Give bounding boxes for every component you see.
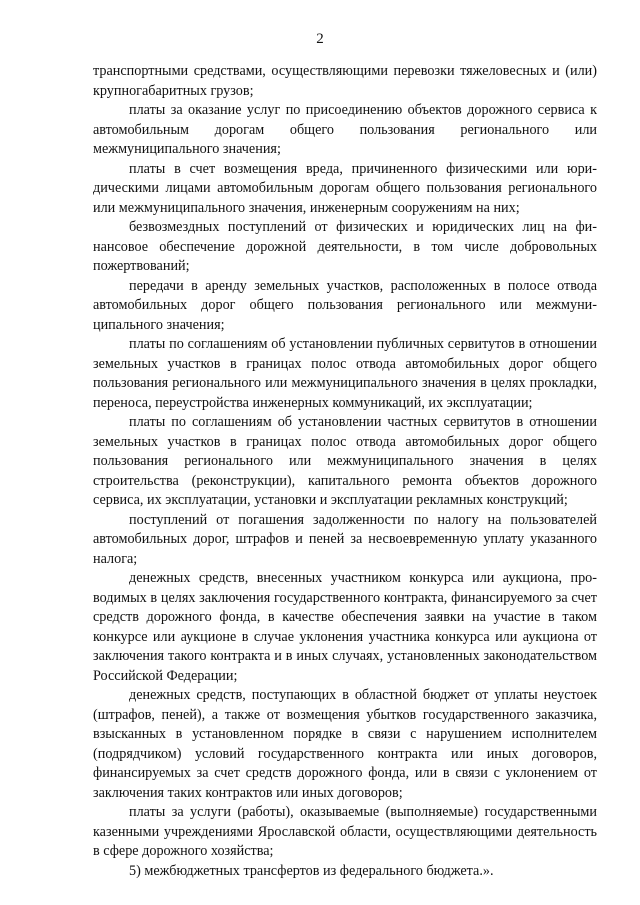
paragraph-tender-deposits: денежных средств, внесенных участником конкурса или аукциона, проводимых в целях заключения государственного контракта, финансируемого за счет средств дорожного фонда, в качестве обеспечения заявки на участие в таком конкурсе или аукционе в случае уклонения участника конкурса или аукциона от заключения такого контракта и в иных случаях, установленных законодательством Российской Федерации; <box>93 570 597 684</box>
paragraph-service-connection-fee: платы за оказание услуг по присоединению объектов дорожного сервиса к автомобильным дорогам общего пользования регионального или межмуниципального значения; <box>93 102 597 157</box>
paragraph-state-institution-fees: платы за услуги (работы), оказываемые (выполняемые) государственными казенными учреждениями Ярославской области, осуществляющими деятельность в сфере дорожного хозяйства; <box>93 804 597 859</box>
paragraph-tax-arrears: поступлений от погашения задолженности по налогу на пользователей автомобильных дорог, штрафов и пеней за несвоевременную уплату указанного налога; <box>93 511 597 567</box>
paragraph-damage-compensation: платы в счет возмещения вреда, причиненного физическими или юридическими лицами автомобильным дорогам общего пользования регионального или межмуниципального значения, инженерным сооружениям на них; <box>93 160 597 216</box>
document-body <box>93 62 597 881</box>
paragraph-private-servitudes: платы по соглашениям об установлении частных сервитутов в отношении земельных участков в границах полос отвода автомобильных дорог общего пользования регионального или межмуниципального значения в целях строительства (реконструкции), капитального ремонта объектов дорожного сервиса, их эксплуатации, установки и эксплуатации рекламных конструкций; <box>93 414 597 508</box>
paragraph-gratuitous-receipts: безвозмездных поступлений от физических и юридических лиц на финансовое обеспечение дорожной деятельности, в том числе добровольных пожертвований; <box>93 219 597 274</box>
paragraph-land-lease: передачи в аренду земельных участков, расположенных в полосе отвода автомобильных дорог общего пользования регионального или межмуниципального значения; <box>93 277 597 333</box>
page-number: 2 <box>316 31 324 47</box>
paragraph-public-servitudes: платы по соглашениям об установлении публичных сервитутов в отношении земельных участков в границах полос отвода автомобильных дорог общего пользования регионального или межмуниципального значения в целях прокладки, переноса, переустройства инженерных коммуникаций, их эксплуатации; <box>93 336 597 411</box>
paragraph-penalties: денежных средств, поступающих в областной бюджет от уплаты неустоек (штрафов, пеней), а также от возмещения убытков государственного заказчика, взысканных в установленном порядке в связи с нарушением исполнителем (подрядчиком) условий государственного контракта или иных договоров, финансируемых за счет средств дорожного фонда, или в связи с уклонением от заключения таких контрактов или иных договоров; <box>93 687 597 801</box>
paragraph-federal-transfers: 5) межбюджетных трансфертов из федерального бюджета.». <box>129 862 494 879</box>
paragraph-continuation: транспортными средствами, осуществляющими перевозки тяжеловесных и (или) крупногабаритных грузов; <box>93 63 597 99</box>
